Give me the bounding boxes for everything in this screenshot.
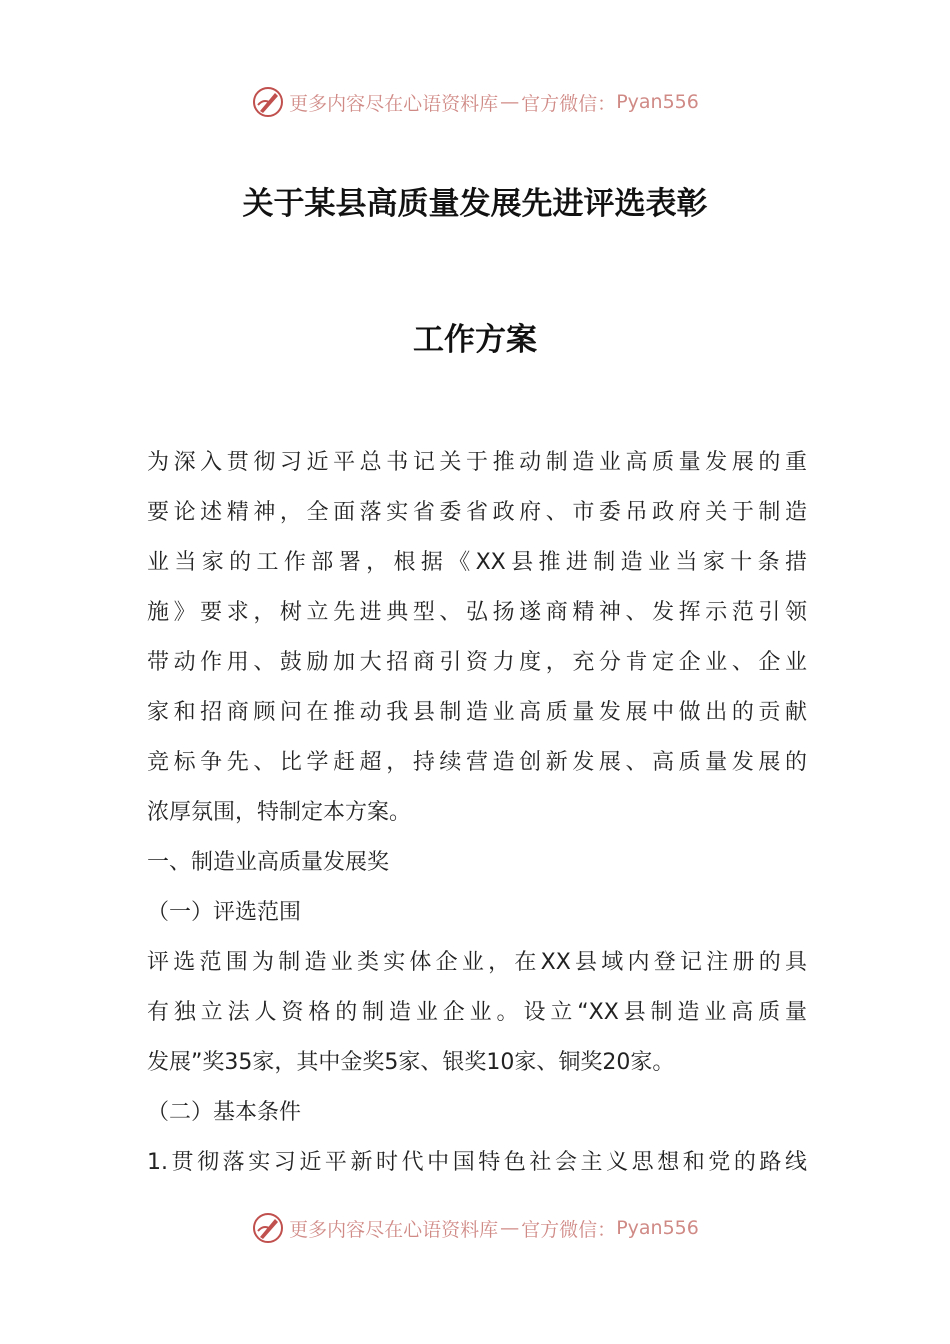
quill-logo-icon [251,1211,285,1245]
body-line: 1.贯彻落实习近平新时代中国特色社会主义思想和党的路线 [147,1150,807,1175]
subsection-heading: （一）评选范围 [147,900,302,925]
watermark-label: 官方微信： [521,92,617,115]
body-line: 浓厚氛围，特制定本方案。 [147,800,412,825]
quill-logo-icon [251,85,285,119]
subsection-heading: （二）基本条件 [147,1100,302,1125]
body-line: 施》要求，树立先进典型、弘扬遂商精神、发挥示范引领 [147,600,807,625]
body-line: 业当家的工作部署，根据《XX县推进制造业当家十条措 [147,550,807,575]
watermark-wechat-id: Pyan556 [616,1217,699,1239]
watermark-dash: — [500,1217,520,1239]
watermark-brand: 更多内容尽在心语资料库 [289,1218,499,1241]
section-heading: 一、制造业高质量发展奖 [147,850,390,875]
body-line: 为深入贯彻习近平总书记关于推动制造业高质量发展的重 [147,450,807,475]
body-line: 评选范围为制造业类实体企业，在XX县域内登记注册的具 [147,950,807,975]
body-line: 发展”奖35家，其中金奖5家、银奖10家、铜奖20家。 [147,1050,675,1075]
document-title-line-2: 工作方案 [413,322,537,358]
document-title-line-1: 关于某县高质量发展先进评选表彰 [242,186,708,222]
body-line: 家和招商顾问在推动我县制造业高质量发展中做出的贡献 [147,700,807,725]
body-line: 带动作用、鼓励加大招商引资力度，充分肯定企业、企业 [147,650,807,675]
watermark-banner-top [0,82,950,122]
watermark-banner-bottom [0,1208,950,1248]
watermark-label: 官方微信： [521,1218,617,1241]
body-line: 有独立法人资格的制造业企业。设立“XX县制造业高质量 [147,1000,807,1025]
document-body [147,444,807,1194]
body-line: 竞标争先、比学赶超，持续营造创新发展、高质量发展的 [147,750,807,775]
body-line: 要论述精神，全面落实省委省政府、市委吊政府关于制造 [147,500,807,525]
watermark-wechat-id: Pyan556 [616,91,699,113]
watermark-brand: 更多内容尽在心语资料库 [289,92,499,115]
watermark-dash: — [500,91,520,113]
